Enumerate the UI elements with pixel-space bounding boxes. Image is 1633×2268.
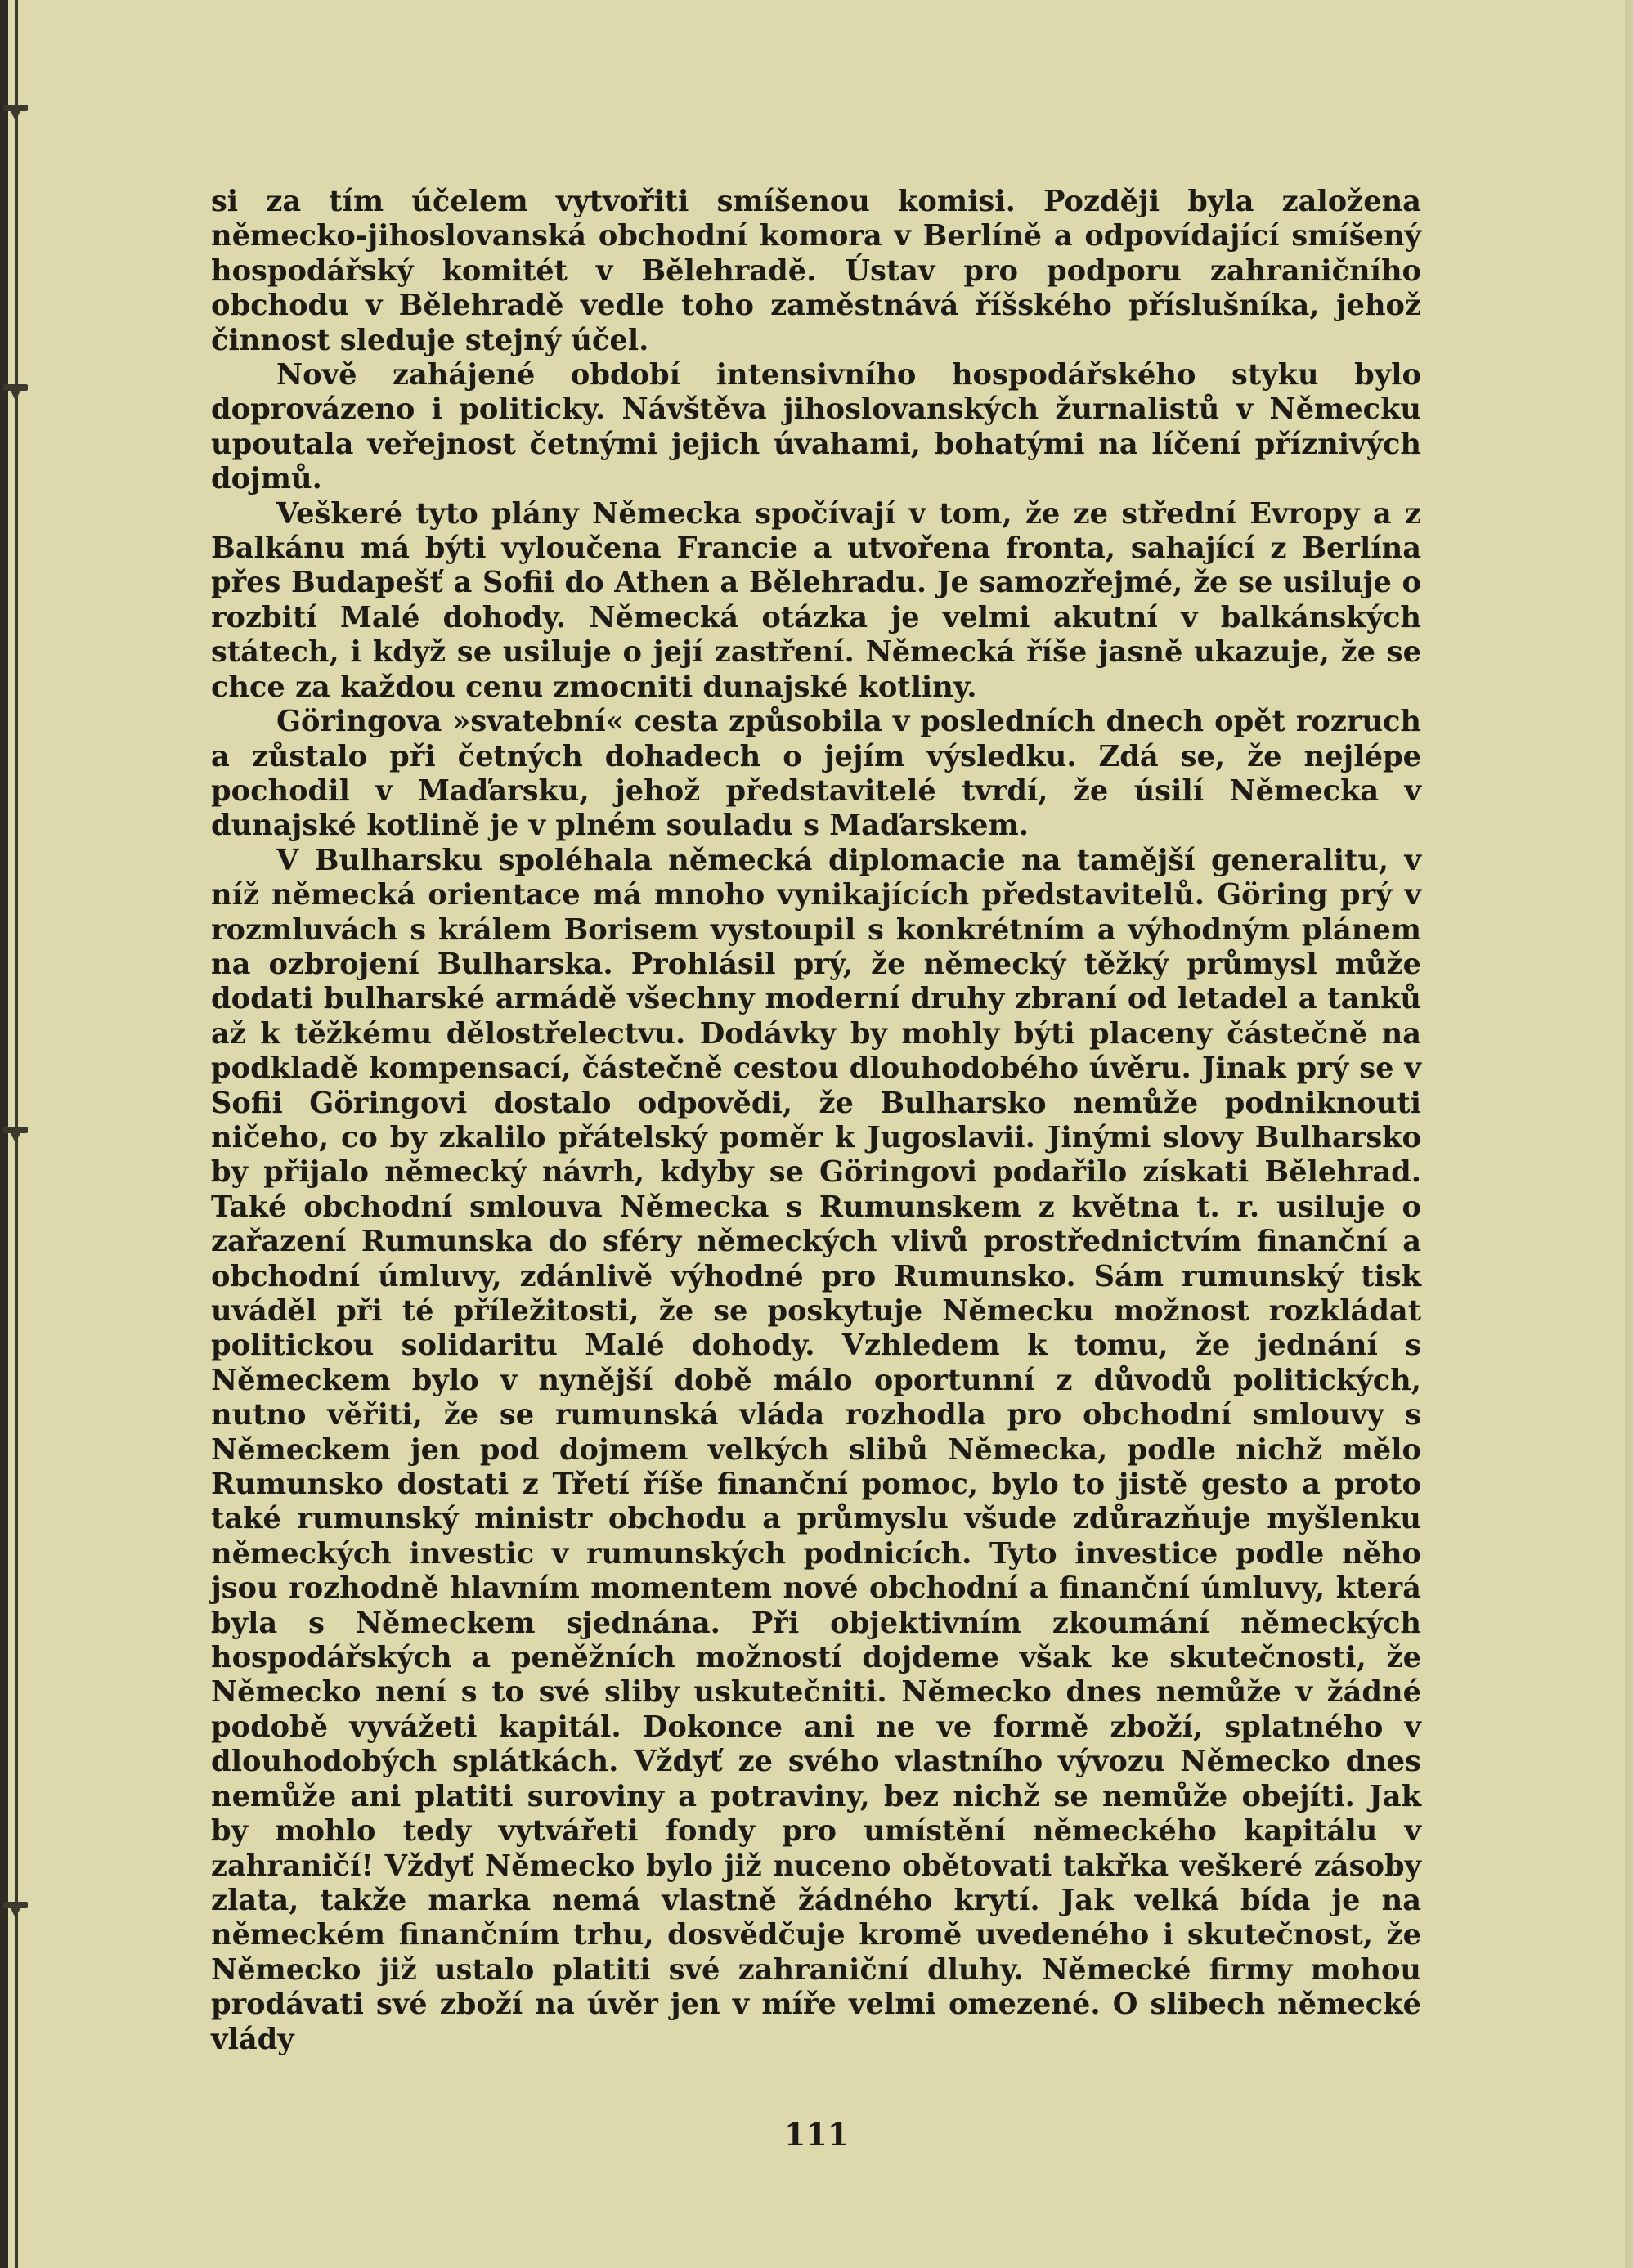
paragraph: Nově zahájené období intensivního hospodářského styku bylo doprovázeno i politicky. Návštěva jihoslovanských žurnalistů v Německu upoutala veřejnost četnými jejich úvahami, bohatými na líčení příznivých dojmů. [211, 358, 1421, 496]
page-number: 111 [783, 2116, 850, 2153]
binding-stitch [3, 1902, 28, 1908]
binding-edge [0, 0, 25, 2268]
paragraph: Veškeré tyto plány Německa spočívají v tom, že ze střední Evropy a z Balkánu má býti vyloučena Francie a utvořena fronta, sahající z Berlína přes Budapešť a Sofii do Athen a Bělehradu. Je samozřejmé, že se usiluje o rozbití Malé dohody. Německá otázka je velmi akutní v balkánských státech, i když se usiluje o její zastření. Německá říše jasně ukazuje, že se chce za každou cenu zmocniti dunajské kotliny. [211, 496, 1421, 704]
binding-stitch [3, 384, 28, 391]
paragraph: si za tím účelem vytvořiti smíšenou komisi. Později byla založena německo-jihoslovanská obchodní komora v Berlíně a odpovídající smíšený hospodářský komitét v Bělehradě. Ústav pro podporu zahraničního obchodu v Bělehradě vedle toho zaměstnává říšského příslušníka, jehož činnost sleduje stejný účel. [211, 185, 1421, 357]
binding-shadow [0, 0, 8, 2268]
page-edge [1625, 0, 1633, 2268]
paragraph: V Bulharsku spoléhala německá diplomacie na tamější generalitu, v níž německá orientace má mnoho vynikajících představitelů. Göring prý v rozmluvách s králem Borisem vystoupil s konkrétním a výhodným plánem na ozbrojení Bulharska. Prohlásil prý, že německý těžký průmysl může dodati bulharské armádě všechny moderní druhy zbraní od letadel a tanků až k těžkému dělostřelectvu. Dodávky by mohly býti placeny částečně na podkladě kompensací, částečně cestou dlouhodobého úvěru. Jinak prý se v Sofii Göringovi dostalo odpovědi, že Bulharsko nemůže podniknouti ničeho, co by zkalilo přátelský poměr k Jugoslavii. Jinými slovy Bulharsko by přijalo německý návrh, kdyby se Göringovi podařilo získati Bělehrad. Také obchodní smlouva Německa s Rumunskem z května t. r. usiluje o zařazení Rumunska do sféry německých vlivů prostřednictvím finanční a obchodní úmluvy, zdánlivě výhodné pro Rumunsko. Sám rumunský tisk uváděl při té příležitosti, že se poskytuje Německu možnost rozkládat politickou solidaritu Malé dohody. Vzhledem k tomu, že jednání s Německem bylo v nynější době málo oportunní z důvodů politických, nutno věřiti, že se rumunská vláda rozhodla pro obchodní smlouvy s Německem jen pod dojmem velkých slibů Německa, podle nichž mělo Rumunsko dostati z Třetí říše finanční pomoc, bylo to jistě gesto a proto také rumunský ministr obchodu a průmyslu všude zdůrazňuje myšlenku německých investic v rumunských podnicích. Tyto investice podle něho jsou rozhodně hlavním momentem nové obchodní a finanční úmluvy, která byla s Německem sjednána. Při objektivním zkoumání německých hospodářských a peněžních možností dojdeme však ke skutečnosti, že Německo není s to své sliby uskutečniti. Německo dnes nemůže v žádné podobě vyvážeti kapitál. Dokonce ani ne ve formě zboží, splatného v dlouhodobých splátkách. Vždyť ze svého vlastního vývozu Německo dnes nemůže ani platiti suroviny a potraviny, bez nichž se nemůže obejíti. Jak by mohlo tedy vytvářeti fondy pro umístění německého kapitálu v zahraničí! Vždyť Německo bylo již nuceno obětovati takřka veškeré zásoby zlata, takže marka nemá vlastně žádného krytí. Jak velká bída je na německém finančním trhu, dosvědčuje kromě uvedeného i skutečnost, že Německo již ustalo platiti své zahraniční dluhy. Německé firmy mohou prodávati své zboží na úvěr jen v míře velmi omezené. O slibech německé vlády [211, 843, 1421, 2056]
binding-stitch [3, 105, 28, 111]
binding-stitch [3, 1127, 28, 1133]
body-text [211, 185, 1421, 2057]
paragraph: Göringova »svatební« cesta způsobila v posledních dnech opět rozruch a zůstalo při četných dohadech o jejím výsledku. Zdá se, že nejlépe pochodil v Maďarsku, jehož představitelé tvrdí, že úsilí Německa v dunajské kotlině je v plném souladu s Maďarskem. [211, 705, 1421, 843]
